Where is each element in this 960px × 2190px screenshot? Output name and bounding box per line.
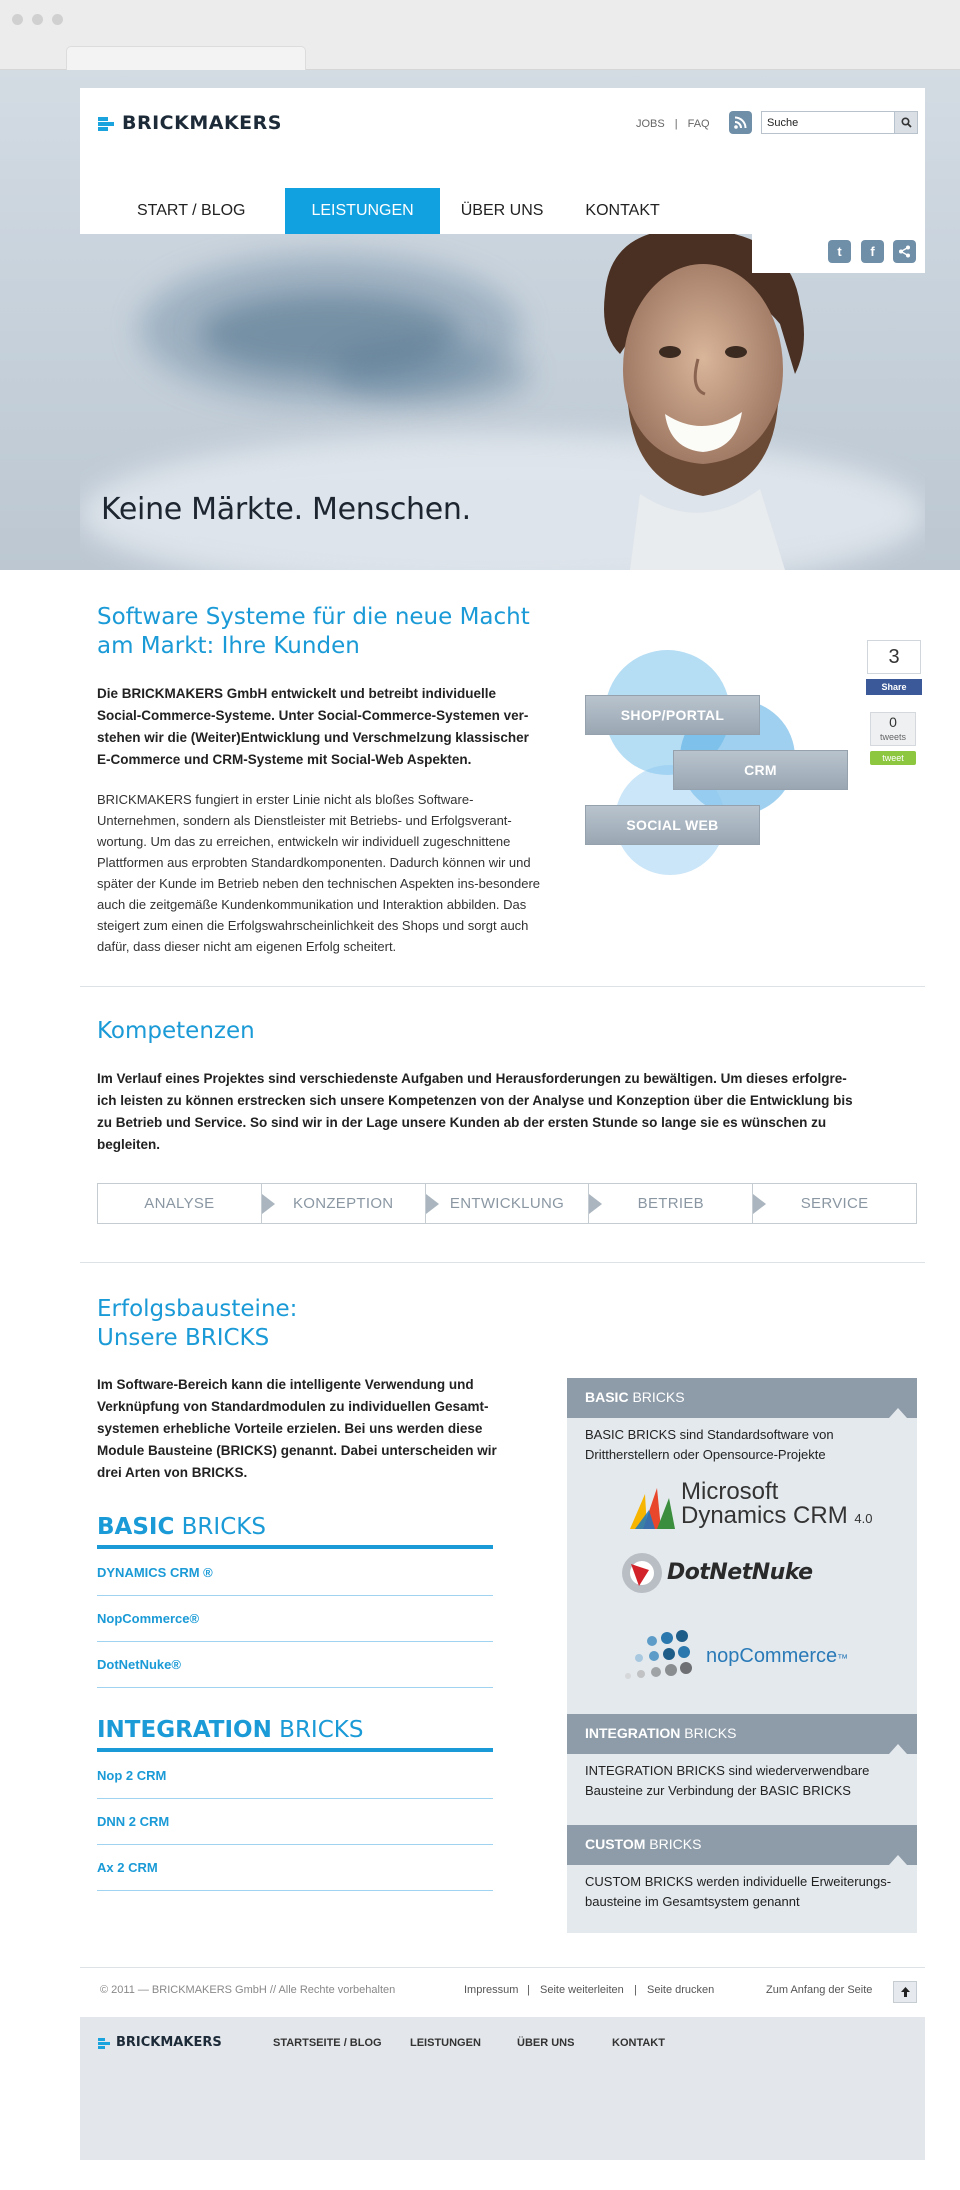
- browser-chrome: [0, 0, 960, 70]
- footer-logo-text: BRICKMAKERS: [116, 2035, 222, 2050]
- footer-link-seite-drucken[interactable]: Seite drucken: [647, 1984, 715, 1996]
- sidebar-custom-title-bold: CUSTOM: [585, 1836, 646, 1852]
- bricks-heading-line2: Unsere BRICKS: [97, 1325, 270, 1351]
- bricks-sidebar: [567, 1378, 917, 1933]
- footer-link-separator: |: [634, 1984, 637, 1996]
- tweet-count-box: [870, 712, 916, 746]
- footer-link-separator: |: [527, 1984, 530, 1996]
- process-steps: [97, 1183, 917, 1224]
- ms-crm: CRM: [793, 1502, 848, 1529]
- search-input[interactable]: [761, 111, 901, 134]
- nopcommerce-logo: [622, 1628, 872, 1688]
- footer-nav-ueber-uns[interactable]: ÜBER UNS: [517, 2037, 575, 2049]
- twitter-icon[interactable]: t: [828, 240, 851, 263]
- footer-link-impressum[interactable]: Impressum: [464, 1984, 519, 1996]
- step-konzeption[interactable]: [262, 1184, 426, 1223]
- footer-nav-kontakt[interactable]: KONTAKT: [612, 2037, 665, 2049]
- facebook-share-button[interactable]: [866, 679, 922, 695]
- site-logo[interactable]: [98, 112, 282, 134]
- integration-brick-dnn-2-crm[interactable]: DNN 2 CRM: [97, 1799, 493, 1845]
- step-label: ENTWICKLUNG: [449, 1195, 565, 1212]
- copyright-text: © 2011 — BRICKMAKERS GmbH // Alle Rechte vorbehalten: [100, 1984, 396, 1996]
- intro-body: BRICKMAKERS fungiert in erster Linie nicht als bloßes Software-Unternehmen, sondern als Dienstleister mit Betriebs- und Erfolgsverant-wortung. Um das zu erreichen, entwickeln wir individuell zugeschnittene Plattformen aus erprobten Standardkomponenten. Dadurch können wir und später der Kunde im Betrieb neben den technischen Aspekten ins-besondere auch die zeitgemäße Kundenkommunikation und Interaktion abbilden. Das steigert zum einen die Erfolgswahrscheinlichkeit des Shops und sorgt auch dafür, dass dieser nicht am eigenen Erfolg scheitert.: [97, 792, 541, 954]
- bricks-heading: [97, 1295, 297, 1353]
- dotnetnuke-text: DotNetNuke: [667, 1560, 813, 1585]
- top-links: [636, 118, 710, 130]
- ms-version: 4.0: [854, 1511, 873, 1526]
- basic-brick-dotnetnuke[interactable]: DotNetNuke®: [97, 1642, 493, 1688]
- sidebar-basic-title-rest: BRICKS: [628, 1389, 685, 1405]
- integration-bricks-heading-rest: BRICKS: [271, 1717, 364, 1743]
- rss-icon[interactable]: [729, 111, 752, 134]
- nopcommerce-text-row: [706, 1645, 848, 1668]
- venn-crm[interactable]: CRM: [673, 750, 848, 790]
- sidebar-basic-text: BASIC BRICKS sind Standardsoftware von Drittherstellern oder Opensource-Projekte: [585, 1427, 834, 1462]
- sidebar-integration-title-bold: INTEGRATION: [585, 1725, 681, 1741]
- dotnetnuke-icon: [619, 1550, 665, 1596]
- window-maximize-dot[interactable]: [52, 14, 63, 25]
- venn-diagram: [580, 640, 880, 900]
- sidebar-integration-text: INTEGRATION BRICKS sind wiederverwendbare Bausteine zur Verbindung der BASIC BRICKS: [585, 1763, 870, 1798]
- sidebar-custom-bricks-bar[interactable]: [567, 1825, 917, 1865]
- nav-kontakt[interactable]: KONTAKT: [585, 202, 660, 219]
- sidebar-custom-text: CUSTOM BRICKS werden individuelle Erweiterungs-bausteine im Gesamtsystem genannt: [585, 1874, 892, 1909]
- dynamics-logo-icon: [625, 1484, 680, 1534]
- bricks-lead: Im Software-Bereich kann die intelligente Verwendung und Verknüpfung von Standardmodulen zu individuellen Gesamt-systemen erhebliche Vorteile erzielen. Bei uns werden diese Module Bausteine (BRICKS) genannt. Dabei unterscheiden wir drei Arten von BRICKS.: [97, 1377, 497, 1480]
- kompetenzen-lead: Im Verlauf eines Projektes sind verschiedenste Aufgaben und Herausforderungen zu bewältigen. Um dieses erfolgre-ich leisten zu können erstrecken sich unsere Kompetenzen von der Analyse und Konzeption über die Entwicklung bis zu Betrieb und Service. So sind wir in der Lage unsere Kunden ab der ersten Stunde so lange sie es wünschen zu begleiten.: [97, 1071, 853, 1152]
- sidebar-custom-title-rest: BRICKS: [645, 1836, 702, 1852]
- faq-link[interactable]: FAQ: [687, 118, 710, 130]
- step-betrieb[interactable]: [589, 1184, 753, 1223]
- dotnetnuke-logo: [619, 1550, 869, 1600]
- search-button[interactable]: [894, 111, 918, 134]
- basic-bricks-heading-rest: BRICKS: [174, 1514, 266, 1540]
- intro-lead: Die BRICKMAKERS GmbH entwickelt und betreibt individuelle Social-Commerce-Systeme. Unter Social-Commerce-Systemen ver-stehen wir die (Weiter)Entwicklung und Verschmelzung klassischer E-Commerce und CRM-Systeme mit Social-Web Aspekten.: [97, 686, 529, 767]
- footer-link-seite-weiterleiten[interactable]: Seite weiterleiten: [540, 1984, 624, 1996]
- nav-start-blog[interactable]: START / BLOG: [137, 202, 246, 219]
- kompetenzen-heading: Kompetenzen: [97, 1018, 255, 1044]
- integration-bricks-list: [97, 1753, 493, 1891]
- venn-social-web[interactable]: SOCIAL WEB: [585, 805, 760, 845]
- section-divider: [80, 986, 925, 987]
- step-analyse[interactable]: [98, 1184, 262, 1223]
- site-footer: [80, 2017, 925, 2160]
- step-label: SERVICE: [800, 1195, 869, 1212]
- footer-logo[interactable]: [98, 2035, 222, 2050]
- window-close-dot[interactable]: [12, 14, 23, 25]
- integration-brick-ax-2-crm[interactable]: Ax 2 CRM: [97, 1845, 493, 1891]
- portrait-image: [510, 234, 890, 570]
- nopcommerce-text: nopCommerce: [706, 1645, 838, 1667]
- basic-bricks-list: [97, 1550, 493, 1688]
- basic-bricks-heading: [97, 1514, 266, 1540]
- basic-bricks-heading-bold: BASIC: [97, 1514, 175, 1540]
- nopcommerce-icon: [622, 1628, 702, 1686]
- hero-banner: [80, 234, 925, 570]
- microsoft-dynamics-crm-logo: [625, 1478, 873, 1538]
- section-divider: [80, 1262, 925, 1263]
- step-entwicklung[interactable]: [426, 1184, 590, 1223]
- basic-brick-dynamics-crm[interactable]: DYNAMICS CRM ®: [97, 1550, 493, 1596]
- share-count: 3: [867, 640, 921, 674]
- window-minimize-dot[interactable]: [32, 14, 43, 25]
- site-header: [80, 88, 925, 234]
- footer-nav-leistungen[interactable]: LEISTUNGEN: [410, 2037, 481, 2049]
- top-links-separator: |: [674, 118, 678, 130]
- step-label: KONZEPTION: [292, 1195, 394, 1212]
- main-nav: [80, 188, 681, 234]
- step-service[interactable]: [753, 1184, 916, 1223]
- sidebar-basic-bricks-bar[interactable]: [567, 1378, 917, 1418]
- back-to-top-link[interactable]: Zum Anfang der Seite: [766, 1984, 873, 1996]
- ms-line2-row: [681, 1504, 872, 1531]
- step-label: BETRIEB: [637, 1195, 704, 1212]
- hero-title: Keine Märkte. Menschen.: [101, 492, 471, 527]
- ms-line1: Microsoft: [681, 1478, 779, 1505]
- sidebar-integration-title-rest: BRICKS: [680, 1725, 737, 1741]
- search-icon: [901, 117, 912, 128]
- bricks-heading-line1: Erfolgsbausteine:: [97, 1296, 298, 1322]
- ms-line2: Dynamics: [681, 1502, 787, 1529]
- footer-nav-startseite-blog[interactable]: STARTSEITE / BLOG: [273, 2037, 382, 2049]
- basic-brick-nopcommerce[interactable]: NopCommerce®: [97, 1596, 493, 1642]
- integration-bricks-heading: [97, 1717, 363, 1743]
- tweet-button[interactable]: tweet: [870, 751, 916, 765]
- footer-divider: [80, 1967, 925, 1968]
- basic-bricks-bar: [97, 1545, 493, 1549]
- arrow-up-icon: [900, 1986, 911, 1998]
- jobs-link[interactable]: JOBS: [636, 118, 665, 130]
- tweet-count: 0: [889, 714, 897, 730]
- facebook-icon[interactable]: f: [861, 240, 884, 263]
- integration-brick-nop-2-crm[interactable]: Nop 2 CRM: [97, 1753, 493, 1799]
- integration-bricks-heading-bold: INTEGRATION: [97, 1717, 272, 1743]
- back-to-top-button[interactable]: [893, 1981, 917, 2003]
- logo-mark-icon: [98, 115, 114, 131]
- logo-text: BRICKMAKERS: [122, 112, 282, 134]
- sidebar-integration-bricks-bar[interactable]: [567, 1714, 917, 1754]
- integration-bricks-bar: [97, 1748, 493, 1752]
- social-icons-box: [752, 231, 925, 273]
- nopcommerce-tm: ™: [837, 1653, 849, 1665]
- intro-heading: Software Systeme für die neue Macht am Markt: Ihre Kunden: [97, 604, 530, 659]
- venn-shop-portal[interactable]: SHOP/PORTAL: [585, 695, 760, 735]
- nav-ueber-uns[interactable]: ÜBER UNS: [460, 202, 544, 219]
- nav-leistungen[interactable]: LEISTUNGEN: [285, 188, 439, 234]
- browser-tab[interactable]: [66, 46, 306, 71]
- share-icon[interactable]: [893, 240, 916, 263]
- facebook-share-label: Share: [881, 682, 907, 692]
- footer-logo-mark-icon: [98, 2037, 110, 2049]
- step-label: ANALYSE: [144, 1195, 215, 1212]
- sidebar-basic-title-bold: BASIC: [585, 1389, 629, 1405]
- tweets-label: tweets: [879, 732, 906, 742]
